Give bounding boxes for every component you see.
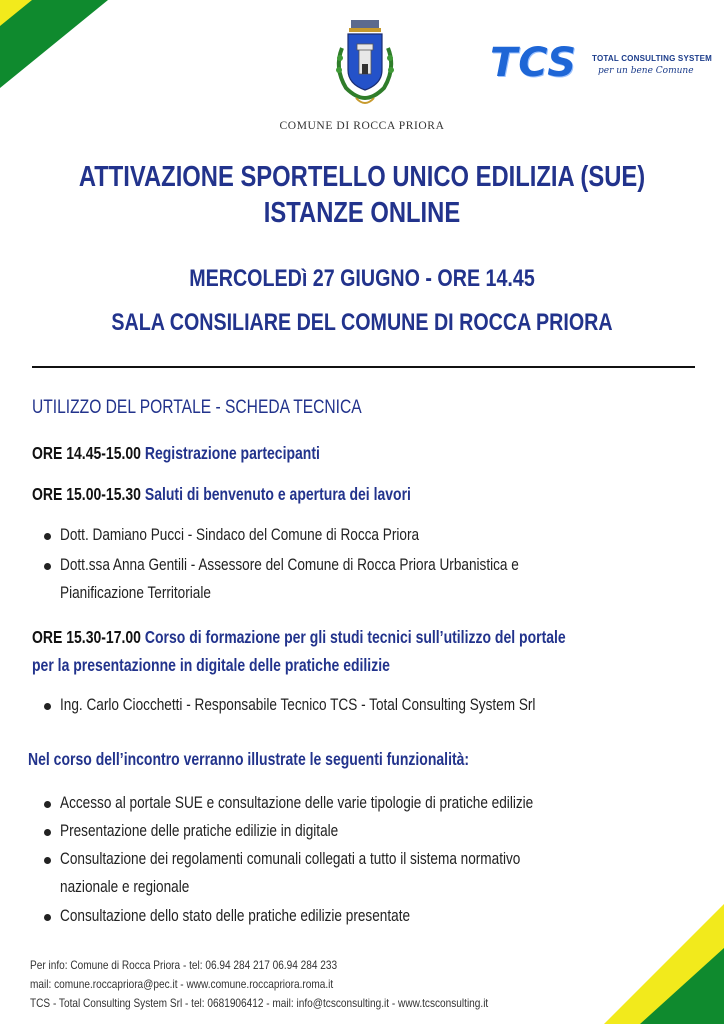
comune-label: COMUNE DI ROCCA PRIORA	[279, 120, 445, 132]
features-intro: Nel corso dell’incontro verranno illustrate le seguenti funzionalità:	[28, 749, 470, 769]
feature-item: Presentazione delle pratiche edilizie in digitale	[60, 821, 339, 840]
bullet-icon	[44, 914, 51, 921]
schedule-item-3	[32, 627, 566, 648]
speaker-item: Dott. Damiano Pucci - Sindaco del Comune di Rocca Priora	[60, 525, 420, 544]
schedule-event: Corso di formazione per gli studi tecnici sull’utilizzo del portale	[144, 627, 566, 647]
schedule-event: Saluti di benvenuto e apertura dei lavori	[144, 484, 411, 504]
footer-info-line-2: mail: comune.roccapriora@pec.it - www.comune.roccapriora.roma.it	[30, 977, 334, 991]
event-date: MERCOLEDì 27 GIUGNO - ORE 14.45	[189, 265, 535, 292]
tcs-logo-name: TOTAL CONSULTING SYSTEM	[592, 54, 713, 63]
schedule-event-continued: per la presentazionne in digitale delle pratiche edilizie	[32, 655, 390, 675]
tcs-logo-letters: TCS	[490, 40, 578, 86]
footer-info-line-3: TCS - Total Consulting System Srl - tel: 0681906412 - mail: info@tcsconsulting.it - www.tcsconsulting.it	[30, 996, 489, 1010]
bullet-icon	[44, 703, 51, 710]
main-title-line-1: ATTIVAZIONE SPORTELLO UNICO EDILIZIA (SUE)	[78, 161, 646, 193]
schedule-time: ORE 14.45-15.00	[32, 443, 141, 463]
feature-item: Consultazione dei regolamenti comunali collegati a tutto il sistema normativo	[60, 849, 521, 868]
schedule-item-1	[32, 443, 320, 464]
event-venue: SALA CONSILIARE DEL COMUNE DI ROCCA PRIORA	[111, 309, 613, 336]
footer-info-line-1: Per info: Comune di Rocca Priora - tel: 06.94 284 217 06.94 284 233	[30, 958, 338, 972]
schedule-item-2	[32, 484, 411, 505]
schedule-event: Registrazione partecipanti	[144, 443, 320, 463]
bullet-icon	[44, 829, 51, 836]
bullet-icon	[44, 563, 51, 570]
bullet-icon	[44, 533, 51, 540]
feature-item-continued: nazionale e regionale	[60, 877, 190, 896]
tcs-logo	[490, 40, 713, 86]
schedule-time: ORE 15.30-17.00	[32, 627, 141, 647]
comune-crest-icon	[328, 18, 402, 110]
bullet-icon	[44, 801, 51, 808]
main-title-line-2: ISTANZE ONLINE	[263, 197, 461, 229]
bullet-icon	[44, 857, 51, 864]
speaker-item: Ing. Carlo Ciocchetti - Responsabile Tecnico TCS - Total Consulting System Srl	[60, 695, 536, 714]
divider-line	[32, 366, 695, 368]
feature-item: Accesso al portale SUE e consultazione delle varie tipologie di pratiche edilizie	[60, 793, 534, 812]
speaker-item: Dott.ssa Anna Gentili - Assessore del Comune di Rocca Priora Urbanistica e	[60, 555, 519, 574]
schedule-time: ORE 15.00-15.30	[32, 484, 141, 504]
corner-stripes-bottom-right	[604, 904, 724, 1024]
corner-stripes-top-left	[0, 0, 120, 90]
tcs-logo-slogan: per un bene Comune	[598, 66, 694, 76]
speaker-item-continued: Pianificazione Territoriale	[60, 583, 211, 602]
feature-item: Consultazione dello stato delle pratiche edilizie presentate	[60, 906, 411, 925]
section-title: UTILIZZO DEL PORTALE - SCHEDA TECNICA	[32, 396, 362, 418]
